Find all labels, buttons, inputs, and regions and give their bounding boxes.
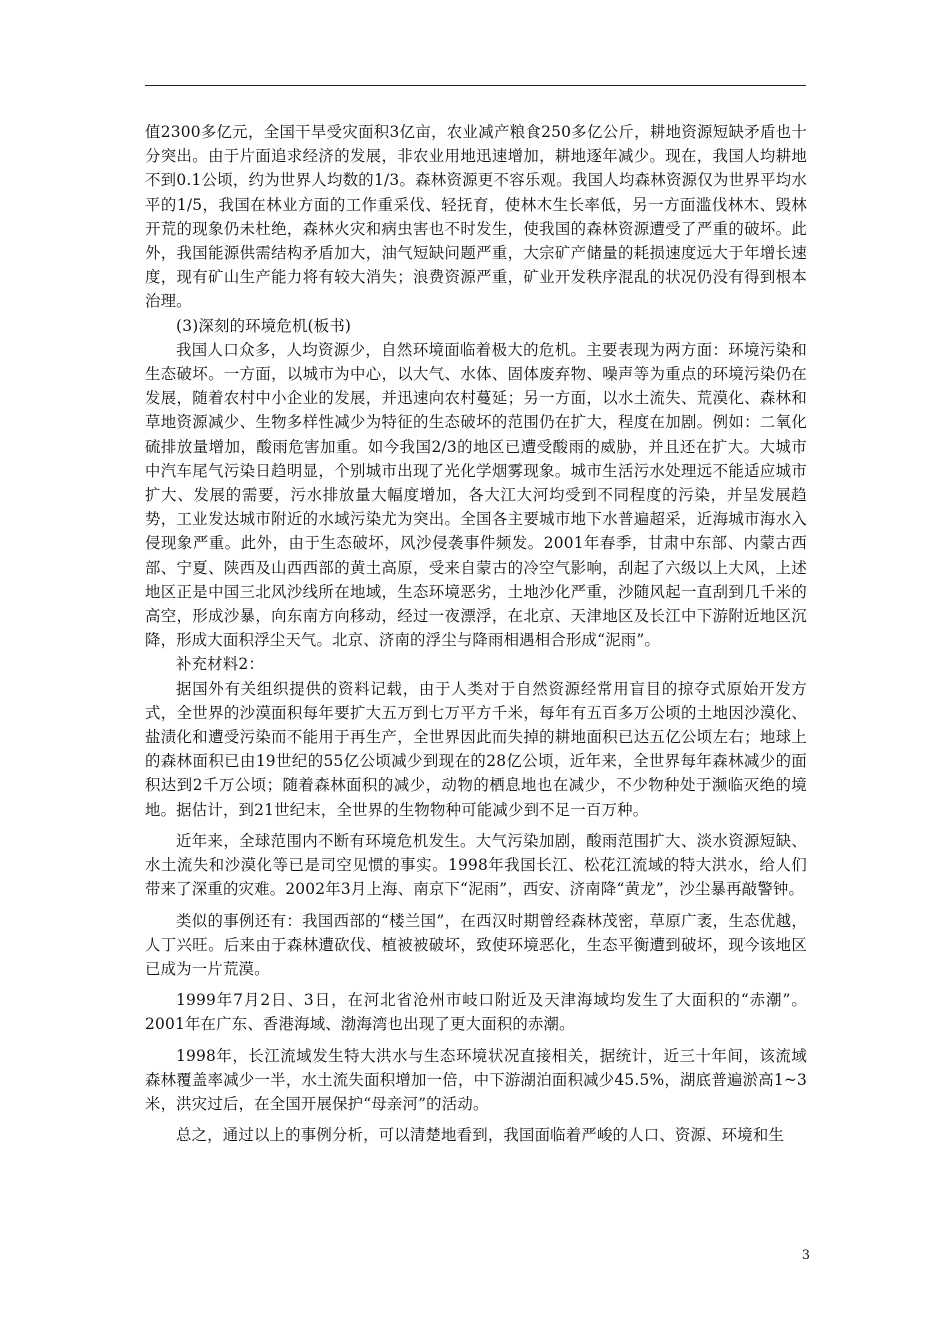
paragraph-loulan: 类似的事例还有：我国西部的“楼兰国”，在西汉时期曾经森林茂密，草原广袤，生态优越，人丁兴旺。后来由于森林遭砍伐、植被被破坏，致使环境恶化，生态平衡遭到破坏，现今该地区已成为一片荒漠。 [145,911,807,978]
paragraph-recent-crises: 近年来，全球范围内不断有环境危机发生。大气污染加剧，酸雨范围扩大、淡水资源短缺、水土流失和沙漠化等已是司空见惯的事实。1998年我国长江、松花江流域的特大洪水，给人们带来了深重的灾难。2002年3月上海、南京下“泥雨”，西安、济南降“黄龙”，沙尘暴再敲警钟。 [145,831,807,899]
page-number: 3 [801,1248,810,1263]
paragraph-yangtze-flood: 1998年，长江流域发生特大洪水与生态环境状况直接相关，据统计，近三十年间，该流域森林覆盖率减少一半，水土流失面积增加一倍，中下游湖泊面积减少45.5%，湖底普遍淤高1~3米，洪灾过后，在全国开展保护“母亲河”的活动。 [145,1046,807,1113]
body-text [145,120,807,1147]
paragraph-summary: 总之，通过以上的事例分析，可以清楚地看到，我国面临着严峻的人口、资源、环境和生 [176,1126,785,1145]
section-heading-environment-crisis: (3)深刻的环境危机(板书) [176,316,352,335]
header-rule [145,85,806,86]
paragraph-resources-continued: 值2300多亿元，全国干旱受灾面积3亿亩，农业减产粮食250多亿公斤，耕地资源短缺矛盾也十分突出。由于片面追求经济的发展，非农业用地迅速增加，耕地逐年减少。现在，我国人均耕地不到0.1公顷，约为世界人均数的1/3。森林资源更不容乐观。我国人均森林资源仅为世界平均水平的1/5，我国在林业方面的工作重采伐、轻抚育，使林木生长率低，另一方面滥伐林木、毁林开荒的现象仍未杜绝，森林火灾和病虫害也不时发生，使我国的森林资源遭受了严重的破坏。此外，我国能源供需结构矛盾加大，油气短缺问题严重，大宗矿产储量的耗损速度远大于年增长速度，现有矿山生产能力将有较大消失；浪费资源严重，矿业开发秩序混乱的状况仍没有得到根本治理。 [145,123,807,311]
paragraph-global-data: 据国外有关组织提供的资料记载，由于人类对于自然资源经常用盲目的掠夺式原始开发方式，全世界的沙漠面积每年要扩大五万到七万平方千米，每年有五百多万公顷的土地因沙漠化、盐渍化和遭受污染而不能用于再生产，全世界因此而失掉的耕地面积已达五亿公顷左右；地球上的森林面积已由19世纪的55亿公顷减少到现在的28亿公顷，近年来，全世界每年森林减少的面积达到2千万公顷；随着森林面积的减少，动物的栖息地也在减少，不少物种处于濒临灭绝的境地。据估计，到21世纪末，全世界的生物物种可能减少到不足一百万种。 [145,679,807,819]
paragraph-environment-crisis: 我国人口众多，人均资源少，自然环境面临着极大的危机。主要表现为两方面：环境污染和生态破坏。一方面，以城市为中心，以大气、水体、固体废弃物、噪声等为重点的环境污染仍在发展，随着农村中小企业的发展，并迅速向农村蔓延；另一方面，以水土流失、荒漠化、森林和草地资源减少、生物多样性减少为特征的生态破坏的范围仍在扩大，程度在加剧。例如：二氧化硫排放量增加，酸雨危害加重。如今我国2/3的地区已遭受酸雨的威胁，并且还在扩大。大城市中汽车尾气污染日趋明显，个别城市出现了光化学烟雾现象。城市生活污水处理远不能适应城市扩大、发展的需要，污水排放量大幅度增加，各大江大河均受到不同程度的污染，并呈发展趋势，工业发达城市附近的水域污染尤为突出。全国各主要城市地下水普遍超采，近海城市海水入侵现象严重。此外，由于生态破坏，风沙侵袭事件频发。2001年春季，甘肃中东部、内蒙古西部、宁夏、陕西及山西西部的黄土高原，受来自蒙古的冷空气影响，刮起了六级以上大风，上述地区正是中国三北风沙线所在地域，生态环境恶劣，土地沙化严重，沙随风起一直刮到几千米的高空，形成沙暴，向东南方向移动，经过一夜漂浮，在北京、天津地区及长江中下游附近地区沉降，形成大面积浮尘天气。北京、济南的浮尘与降雨相遇相合形成“泥雨”。 [145,340,807,650]
supplementary-material-label: 补充材料2： [176,655,264,674]
paragraph-red-tide: 1999年7月2日、3日，在河北省沧州市岐口附近及天津海域均发生了大面积的“赤潮”。2001年在广东、香港海域、渤海湾也出现了更大面积的赤潮。 [145,991,807,1034]
